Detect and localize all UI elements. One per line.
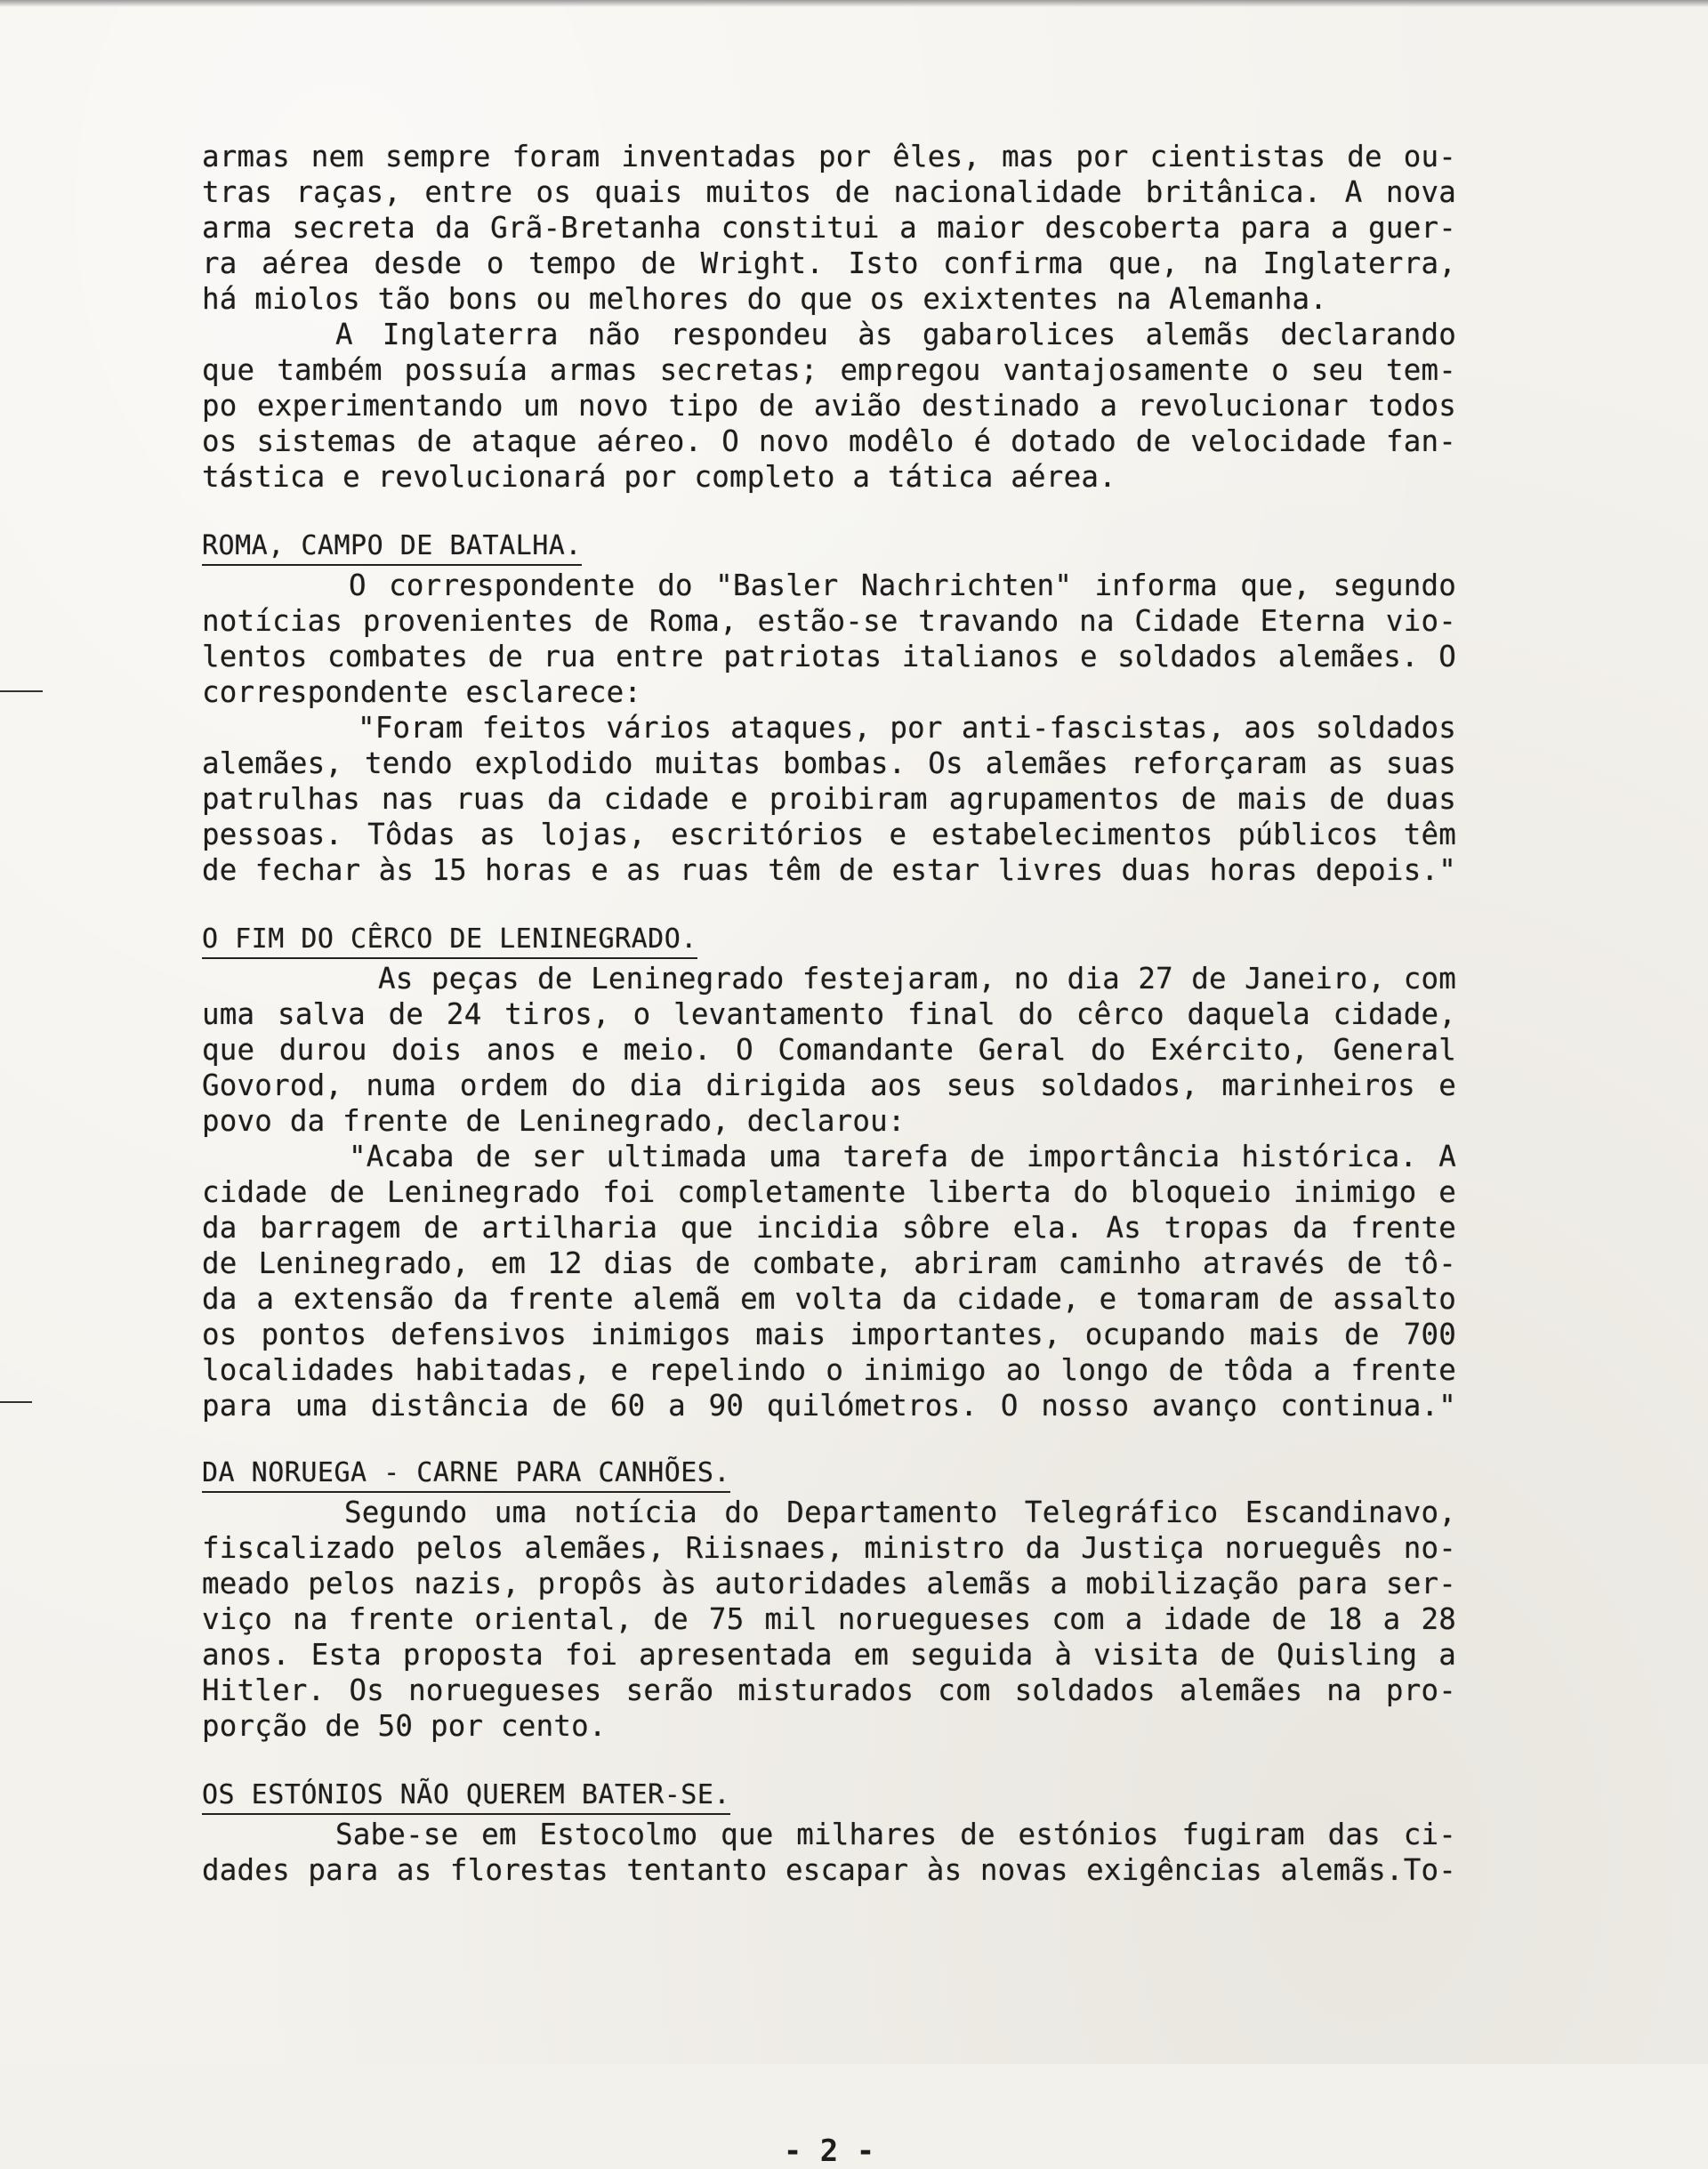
text-line: anos. Esta proposta foi apresentada em seguida à visita de Quisling a — [202, 1638, 1456, 1672]
text-line: de fechar às 15 horas e as ruas têm de estar livres duas horas depois." — [202, 853, 1456, 887]
text-line: da a extensão da frente alemã em volta da cidade, e tomaram de assalto — [202, 1282, 1456, 1316]
text-line: lentos combates de rua entre patriotas italianos e soldados alemães. O — [202, 640, 1456, 673]
text-line: alemães, tendo explodido muitas bombas. Os alemães reforçaram as suas — [202, 746, 1456, 780]
text-line: A Inglaterra não respondeu às gabarolices alemãs declarando — [335, 318, 1456, 351]
page-number: - 2 - — [783, 2133, 875, 2169]
left-margin-mark — [0, 1401, 32, 1403]
text-line: Govorod, numa ordem do dia dirigida aos seus soldados, marinheiros e — [202, 1068, 1456, 1102]
text-line: tras raças, entre os quais muitos de nacionalidade britânica. A nova — [202, 175, 1456, 209]
text-line: As peças de Leninegrado festejaram, no dia 27 de Janeiro, com — [378, 962, 1456, 996]
text-line: que durou dois anos e meio. O Comandante Geral do Exército, General — [202, 1033, 1456, 1067]
text-line: que também possuía armas secretas; empregou vantajosamente o seu tem- — [202, 353, 1456, 387]
text-line: arma secreta da Grã-Bretanha constitui a maior descoberta para a guer- — [202, 211, 1456, 245]
text-line: Hitler. Os noruegueses serão misturados com soldados alemães na pro- — [202, 1673, 1456, 1707]
text-line: porção de 50 por cento. — [202, 1709, 607, 1743]
section-heading-noruega: DA NORUEGA - CARNE PARA CANHÕES. — [202, 1457, 730, 1493]
text-line: correspondente esclarece: — [202, 675, 642, 709]
text-line: cidade de Leninegrado foi completamente liberta do bloqueio inimigo e — [202, 1175, 1456, 1209]
text-line: povo da frente de Leninegrado, declarou: — [202, 1104, 906, 1138]
text-line: Sabe-se em Estocolmo que milhares de estónios fugiram das ci- — [335, 1818, 1456, 1851]
text-line: viço na frente oriental, de 75 mil noruegueses com a idade de 18 a 28 — [202, 1602, 1456, 1636]
text-line: patrulhas nas ruas da cidade e proibiram agrupamentos de mais de duas — [202, 782, 1456, 816]
section-heading-leningrado: O FIM DO CÊRCO DE LENINEGRADO. — [202, 923, 697, 959]
text-line: ra aérea desde o tempo de Wright. Isto confirma que, na Inglaterra, — [202, 246, 1456, 280]
text-line: da barragem de artilharia que incidia sôbre ela. As tropas da frente — [202, 1211, 1456, 1245]
text-line: armas nem sempre foram inventadas por êles, mas por cientistas de ou- — [202, 140, 1456, 173]
left-margin-mark — [0, 690, 43, 692]
text-line: uma salva de 24 tiros, o levantamento final do cêrco daquela cidade, — [202, 997, 1456, 1031]
scan-top-edge — [0, 0, 1708, 7]
text-line: de Leninegrado, em 12 dias de combate, abriram caminho através de tô- — [202, 1246, 1456, 1280]
text-line: O correspondente do "Basler Nachrichten" informa que, segundo — [349, 568, 1456, 602]
text-line: os pontos defensivos inimigos mais importantes, ocupando mais de 700 — [202, 1318, 1456, 1351]
text-line: meado pelos nazis, propôs às autoridades alemãs a mobilização para ser- — [202, 1567, 1456, 1601]
text-line: po experimentando um novo tipo de avião destinado a revolucionar todos — [202, 389, 1456, 423]
text-line: para uma distância de 60 a 90 quilómetros. O nosso avanço continua." — [202, 1389, 1456, 1423]
text-line: há miolos tão bons ou melhores do que os exixtentes na Alemanha. — [202, 282, 1328, 316]
text-line: tástica e revolucionará por completo a tática aérea. — [202, 460, 1116, 494]
text-line: "Foram feitos vários ataques, por anti-fascistas, aos soldados — [358, 711, 1456, 745]
text-line: fiscalizado pelos alemães, Riisnaes, ministro da Justiça norueguês no- — [202, 1531, 1456, 1565]
text-line: pessoas. Tôdas as lojas, escritórios e estabelecimentos públicos têm — [202, 818, 1456, 851]
section-heading-roma: ROMA, CAMPO DE BATALHA. — [202, 530, 582, 566]
text-line: os sistemas de ataque aéreo. O novo modêlo é dotado de velocidade fan- — [202, 424, 1456, 458]
section-heading-estonios: OS ESTÓNIOS NÃO QUEREM BATER-SE. — [202, 1779, 730, 1815]
text-line: Segundo uma notícia do Departamento Telegráfico Escandinavo, — [344, 1496, 1456, 1529]
text-line: "Acaba de ser ultimada uma tarefa de importância histórica. A — [349, 1140, 1456, 1173]
text-line: dades para as florestas tentanto escapar às novas exigências alemãs.To- — [202, 1853, 1456, 1887]
text-line: localidades habitadas, e repelindo o inimigo ao longo de tôda a frente — [202, 1353, 1456, 1387]
text-line: notícias provenientes de Roma, estão-se travando na Cidade Eterna vio- — [202, 604, 1456, 638]
